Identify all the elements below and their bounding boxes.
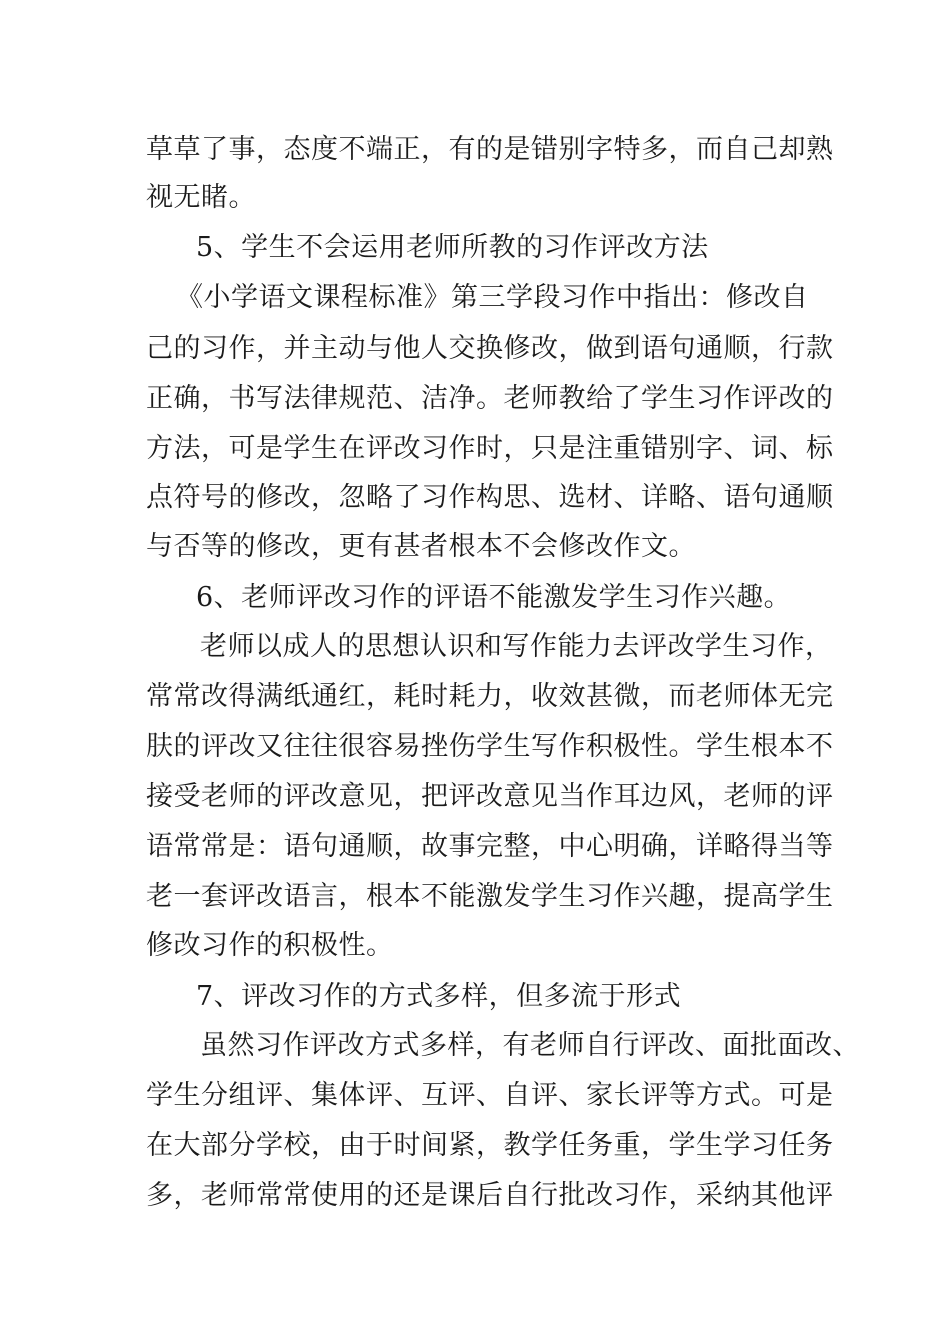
- text-line: 老师以成人的思想认识和写作能力去评改学生习作，: [200, 631, 833, 662]
- text-line: 修改习作的积极性。: [146, 930, 394, 961]
- text-line: 点符号的修改，忽略了习作构思、选材、详略、语句通顺: [146, 482, 834, 513]
- text-line: 草草了事，态度不端正，有的是错别字特多，而自己却熟: [146, 134, 834, 165]
- text-line: 老一套评改语言，根本不能激发学生习作兴趣，提高学生: [146, 881, 834, 912]
- text-line: 语常常是：语句通顺，故事完整，中心明确，详略得当等: [146, 831, 834, 862]
- text-line: 常常改得满纸通红，耗时耗力，收效甚微，而老师体无完: [146, 681, 834, 712]
- text-line: 肤的评改又往往很容易挫伤学生写作积极性。学生根本不: [146, 731, 834, 762]
- text-line: 在大部分学校，由于时间紧，教学任务重，学生学习任务: [146, 1130, 834, 1161]
- text-line: 多，老师常常使用的还是课后自行批改习作，采纳其他评: [146, 1180, 834, 1211]
- section-heading-5: 5、学生不会运用老师所教的习作评改方法: [196, 232, 709, 263]
- section-heading-7: 7、评改习作的方式多样，但多流于形式: [196, 981, 682, 1012]
- text-line: 与否等的修改，更有甚者根本不会修改作文。: [146, 531, 696, 562]
- text-line: 虽然习作评改方式多样，有老师自行评改、面批面改、: [200, 1030, 860, 1061]
- text-line: 学生分组评、集体评、互评、自评、家长评等方式。可是: [146, 1080, 834, 1111]
- text-line: 方法，可是学生在评改习作时，只是注重错别字、词、标: [146, 433, 834, 464]
- text-line: 接受老师的评改意见，把评改意见当作耳边风，老师的评: [146, 781, 834, 812]
- text-line: 视无睹。: [146, 182, 256, 213]
- text-line: 己的习作，并主动与他人交换修改，做到语句通顺，行款: [146, 333, 834, 364]
- text-line: 《小学语文课程标准》第三学段习作中指出：修改自: [176, 282, 809, 313]
- text-line: 正确，书写法律规范、洁净。老师教给了学生习作评改的: [146, 383, 834, 414]
- section-heading-6: 6、老师评改习作的评语不能激发学生习作兴趣。: [196, 582, 792, 613]
